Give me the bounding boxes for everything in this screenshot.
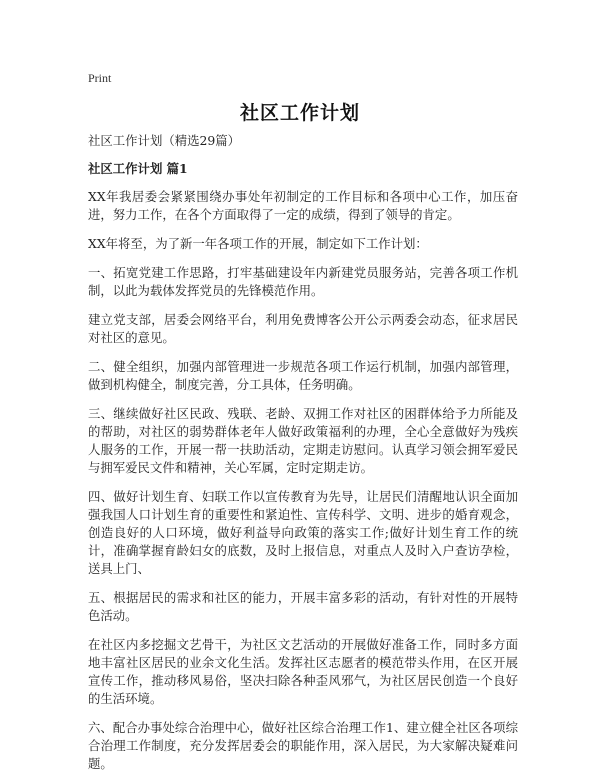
print-link[interactable]: Print [88,71,112,85]
paragraph-6: 三、继续做好社区民政、残联、老龄、双拥工作对社区的困群体给予力所能及的帮助，对社区的弱势群体老年人做好政策福利的办理，全心全意做好为残疾人服务的工作，开展一帮一扶助活动，定期走访慰问。认真学习领会拥军爱民与拥军爱民文件和精神，关心军属，定时定期走访。 [88,406,518,475]
paragraph-4: 建立党支部，居委会网络平台，利用免费博客公开公示两委会动态，征求居民对社区的意见。 [88,312,518,345]
paragraph-7: 四、做好计划生育、妇联工作以宣传教育为先导，让居民们清醒地认识全面加强我国人口计划生育的重要性和紧迫性、宣传科学、文明、进步的婚育观念，创造良好的人口环境，做好利益导向政策的落实工作;做好计划生育工作的统计，准确掌握育龄妇女的底数，及时上报信息，对重点人及时入户查访孕检，送具上门、 [88,489,518,576]
page-title: 社区工作计划 [239,102,360,124]
paragraph-8: 五、根据居民的需求和社区的能力，开展丰富多彩的活动，有针对性的开展特色活动。 [88,590,518,623]
paragraph-3: 一、拓宽党建工作思路，打牢基础建设年内新建党员服务站，完善各项工作机制，以此为载体发挥党员的先锋模范作用。 [88,265,518,298]
paragraph-2: XX年将至，为了新一年各项工作的开展，制定如下工作计划： [88,236,428,251]
document-subtitle: 社区工作计划（精选29篇） [88,133,241,148]
section-heading: 社区工作计划 篇1 [88,161,188,176]
paragraph-9: 在社区内多挖掘文艺骨干，为社区文艺活动的开展做好准备工作，同时多方面地丰富社区居民的业余文化生活。发挥社区志愿者的模范带头作用，在区开展宣传工作，推动移风易俗，坚决扫除各种歪风邪气，为社区居民创造一个良好的生活环境。 [88,637,518,706]
paragraph-1: XX年我居委会紧紧围绕办事处年初制定的工作目标和各项中心工作，加压奋进，努力工作，在各个方面取得了一定的成绩，得到了领导的肯定。 [88,189,518,222]
document-body [88,132,518,784]
paragraph-5: 二、健全组织，加强内部管理进一步规范各项工作运行机制，加强内部管理，做到机构健全，制度完善，分工具体，任务明确。 [88,359,518,392]
paragraph-10: 六、配合办事处综合治理中心，做好社区综合治理工作1、建立健全社区各项综合治理工作制度，充分发挥居委会的职能作用，深入居民，为大家解决疑难问题。 [88,720,518,771]
